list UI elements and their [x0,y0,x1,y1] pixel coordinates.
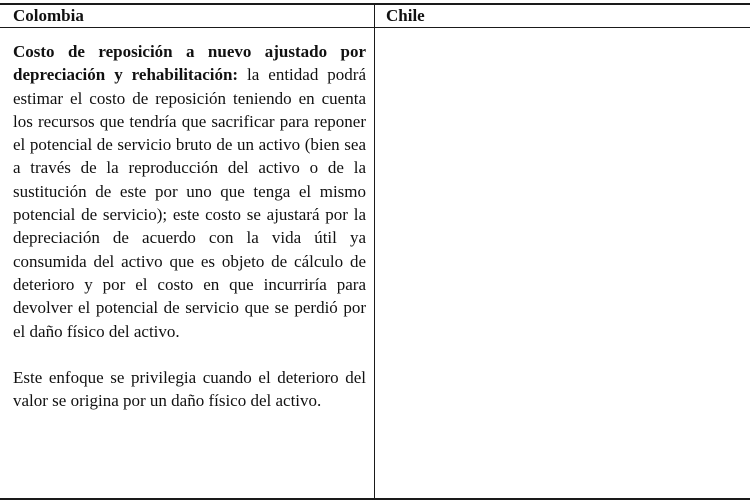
table-bottom-rule [0,498,750,500]
column-header-chile: Chile [386,6,425,25]
colombia-cell [13,40,366,413]
colombia-paragraph-1 [13,40,366,343]
colombia-paragraph-1-text: la entidad podrá estimar el costo de reposición teniendo en cuenta los recursos que tendría que sacrificar para reponer el potencial de servicio bruto de un activo (bien sea a través de la reproducción del activo o de la sustitución de este por uno que tenga el mismo potencial de servicio); este costo se ajustará por la depreciación de acuerdo con la vida útil ya consumida del activo que es objeto de cálculo de deterioro y por el costo en que incurriría para devolver el potencial de servicio que se perdió por el daño físico del activo. [13,65,366,341]
table-header-rule [0,27,750,28]
column-divider [374,4,375,499]
colombia-paragraph-1-heading: Costo de reposición a nuevo ajustado por depreciación y rehabilitación: [13,42,366,85]
column-header-colombia: Colombia [13,6,84,25]
table-top-rule [0,3,750,5]
colombia-paragraph-2: Este enfoque se privilegia cuando el deterioro del valor se origina por un daño físico del activo. [13,368,366,411]
